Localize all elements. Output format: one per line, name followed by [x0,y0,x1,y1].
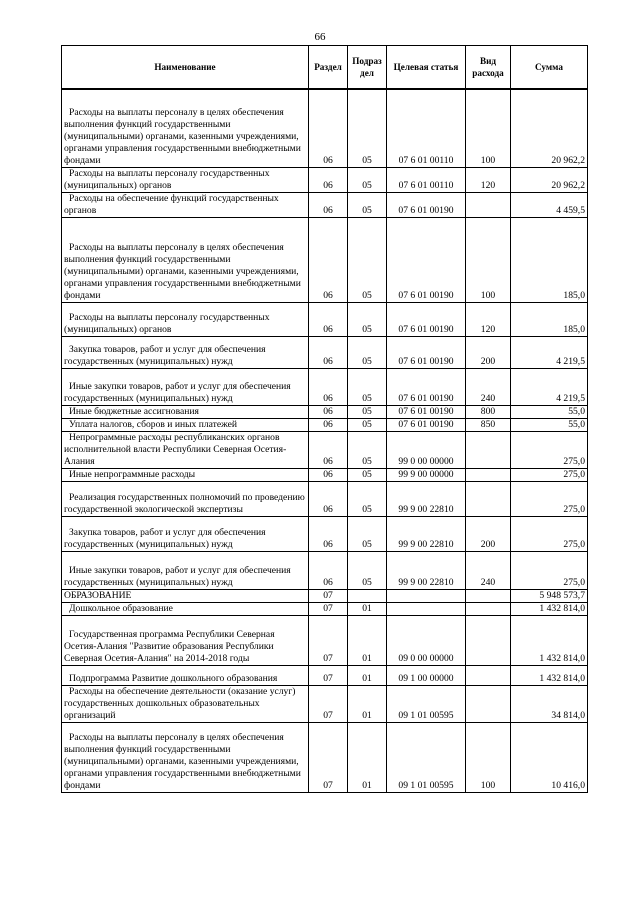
table-row [62,405,588,418]
row-name: Непрограммные расходы республиканских органов исполнительной власти Республики Северная Осетия-Алания [62,431,309,468]
table-row [62,336,588,368]
row-target: 07 6 01 00110 [387,89,466,167]
table-row [62,589,588,602]
row-subsection: 05 [348,405,387,418]
row-subsection: 01 [348,722,387,792]
row-section: 06 [309,418,348,431]
row-target: 99 9 00 00000 [387,468,466,481]
row-section: 06 [309,302,348,336]
table-row [62,516,588,551]
row-name: Расходы на выплаты персоналу в целях обеспечения выполнения функций государственными (муниципальными) органами, казенными учреждениями, органами управления государственными внебюджетными фондами [62,89,309,167]
row-subsection: 01 [348,615,387,665]
table-row [62,551,588,589]
row-exp-type [466,602,511,615]
row-target: 99 0 00 00000 [387,431,466,468]
row-exp-type [466,481,511,516]
row-section: 06 [309,516,348,551]
row-subsection: 05 [348,336,387,368]
row-subsection: 05 [348,192,387,217]
table-row [62,722,588,792]
row-section: 07 [309,722,348,792]
table-row [62,481,588,516]
header-target: Целевая статья [387,46,466,90]
row-name: Уплата налогов, сборов и иных платежей [62,418,309,431]
row-target: 07 6 01 00190 [387,302,466,336]
row-target [387,602,466,615]
row-exp-type [466,192,511,217]
row-target: 09 0 00 00000 [387,615,466,665]
row-subsection: 05 [348,368,387,405]
row-amount: 185,0 [511,302,588,336]
table-row [62,167,588,192]
row-exp-type: 240 [466,551,511,589]
row-section: 06 [309,431,348,468]
row-section: 06 [309,468,348,481]
row-exp-type [466,665,511,685]
table-row [62,468,588,481]
row-amount: 55,0 [511,405,588,418]
row-amount: 10 416,0 [511,722,588,792]
row-amount: 275,0 [511,481,588,516]
table-row [62,89,588,167]
row-section: 06 [309,551,348,589]
row-name: Дошкольное образование [62,602,309,615]
table-header-row [62,46,588,90]
row-exp-type: 120 [466,302,511,336]
row-exp-type [466,615,511,665]
row-exp-type: 100 [466,89,511,167]
row-target: 99 9 00 22810 [387,481,466,516]
row-exp-type: 120 [466,167,511,192]
row-name: Расходы на обеспечение функций государственных органов [62,192,309,217]
row-exp-type: 100 [466,722,511,792]
row-name: Расходы на выплаты персоналу государственных (муниципальных) органов [62,302,309,336]
table-row [62,665,588,685]
row-target [387,589,466,602]
table-row [62,685,588,722]
page-number: 66 [314,31,326,43]
row-subsection [348,589,387,602]
row-section: 06 [309,405,348,418]
row-name: Иные непрограммные расходы [62,468,309,481]
row-amount: 275,0 [511,431,588,468]
table-row [62,431,588,468]
row-name: Иные закупки товаров, работ и услуг для обеспечения государственных (муниципальных) нужд [62,551,309,589]
row-target: 07 6 01 00190 [387,405,466,418]
row-section: 07 [309,685,348,722]
row-amount: 5 948 573,7 [511,589,588,602]
row-exp-type [466,589,511,602]
row-amount: 275,0 [511,516,588,551]
row-target: 07 6 01 00190 [387,368,466,405]
row-amount: 275,0 [511,468,588,481]
row-subsection: 01 [348,665,387,685]
row-section: 07 [309,589,348,602]
row-name: Расходы на обеспечение деятельности (оказание услуг) государственных дошкольных образовательных организаций [62,685,309,722]
row-exp-type [466,468,511,481]
row-section: 06 [309,89,348,167]
row-name: Расходы на выплаты персоналу государственных (муниципальных) органов [62,167,309,192]
row-amount: 55,0 [511,418,588,431]
row-amount: 1 432 814,0 [511,615,588,665]
row-exp-type: 100 [466,217,511,302]
row-target: 07 6 01 00190 [387,217,466,302]
table-row [62,615,588,665]
header-name: Наименование [62,46,309,90]
row-exp-type [466,685,511,722]
row-exp-type [466,431,511,468]
row-amount: 4 219,5 [511,368,588,405]
row-section: 06 [309,167,348,192]
table-row [62,368,588,405]
row-subsection: 05 [348,302,387,336]
row-subsection: 05 [348,217,387,302]
table-row [62,418,588,431]
row-name: Расходы на выплаты персоналу в целях обеспечения выполнения функций государственными (муниципальными) органами, казенными учреждениями, органами управления государственными внебюджетными фондами [62,217,309,302]
row-amount: 4 459,5 [511,192,588,217]
header-subsection: Подраз дел [348,46,387,90]
row-target: 07 6 01 00190 [387,336,466,368]
row-section: 07 [309,665,348,685]
table-row [62,602,588,615]
row-target: 07 6 01 00110 [387,167,466,192]
table-row [62,302,588,336]
row-target: 99 9 00 22810 [387,516,466,551]
row-name: Закупка товаров, работ и услуг для обеспечения государственных (муниципальных) нужд [62,336,309,368]
row-section: 06 [309,336,348,368]
row-subsection: 05 [348,481,387,516]
row-section: 06 [309,481,348,516]
row-target: 99 9 00 22810 [387,551,466,589]
budget-table [61,45,588,793]
row-section: 06 [309,368,348,405]
row-amount: 20 962,2 [511,89,588,167]
row-amount: 275,0 [511,551,588,589]
row-name: Реализация государственных полномочий по проведению государственной экологической экспертизы [62,481,309,516]
row-exp-type: 200 [466,336,511,368]
row-subsection: 05 [348,551,387,589]
row-subsection: 01 [348,685,387,722]
table-row [62,217,588,302]
row-subsection: 05 [348,468,387,481]
row-exp-type: 850 [466,418,511,431]
row-name: Подпрограмма Развитие дошкольного образования [62,665,309,685]
row-section: 06 [309,217,348,302]
row-name: Иные бюджетные ассигнования [62,405,309,418]
row-section: 06 [309,192,348,217]
row-name: Закупка товаров, работ и услуг для обеспечения государственных (муниципальных) нужд [62,516,309,551]
row-subsection: 01 [348,602,387,615]
row-target: 07 6 01 00190 [387,418,466,431]
row-name: ОБРАЗОВАНИЕ [62,589,309,602]
row-target: 09 1 01 00595 [387,722,466,792]
row-section: 07 [309,602,348,615]
header-amount: Сумма [511,46,588,90]
row-subsection: 05 [348,167,387,192]
row-section: 07 [309,615,348,665]
row-target: 09 1 00 00000 [387,665,466,685]
row-target: 09 1 01 00595 [387,685,466,722]
row-subsection: 05 [348,418,387,431]
row-name: Государственная программа Республики Северная Осетия-Алания "Развитие образования Республики Северная Осетия-Алания" на 2014-2018 годы [62,615,309,665]
row-name: Расходы на выплаты персоналу в целях обеспечения выполнения функций государственными (муниципальными) органами, казенными учреждениями, органами управления государственными внебюджетными фондами [62,722,309,792]
row-amount: 1 432 814,0 [511,602,588,615]
header-exp-type: Вид расхода [466,46,511,90]
row-amount: 34 814,0 [511,685,588,722]
row-amount: 185,0 [511,217,588,302]
row-amount: 20 962,2 [511,167,588,192]
row-subsection: 05 [348,89,387,167]
row-exp-type: 800 [466,405,511,418]
row-exp-type: 240 [466,368,511,405]
row-target: 07 6 01 00190 [387,192,466,217]
row-amount: 1 432 814,0 [511,665,588,685]
row-amount: 4 219,5 [511,336,588,368]
table-row [62,192,588,217]
header-section: Раздел [309,46,348,90]
row-subsection: 05 [348,431,387,468]
row-name: Иные закупки товаров, работ и услуг для обеспечения государственных (муниципальных) нужд [62,368,309,405]
row-subsection: 05 [348,516,387,551]
row-exp-type: 200 [466,516,511,551]
